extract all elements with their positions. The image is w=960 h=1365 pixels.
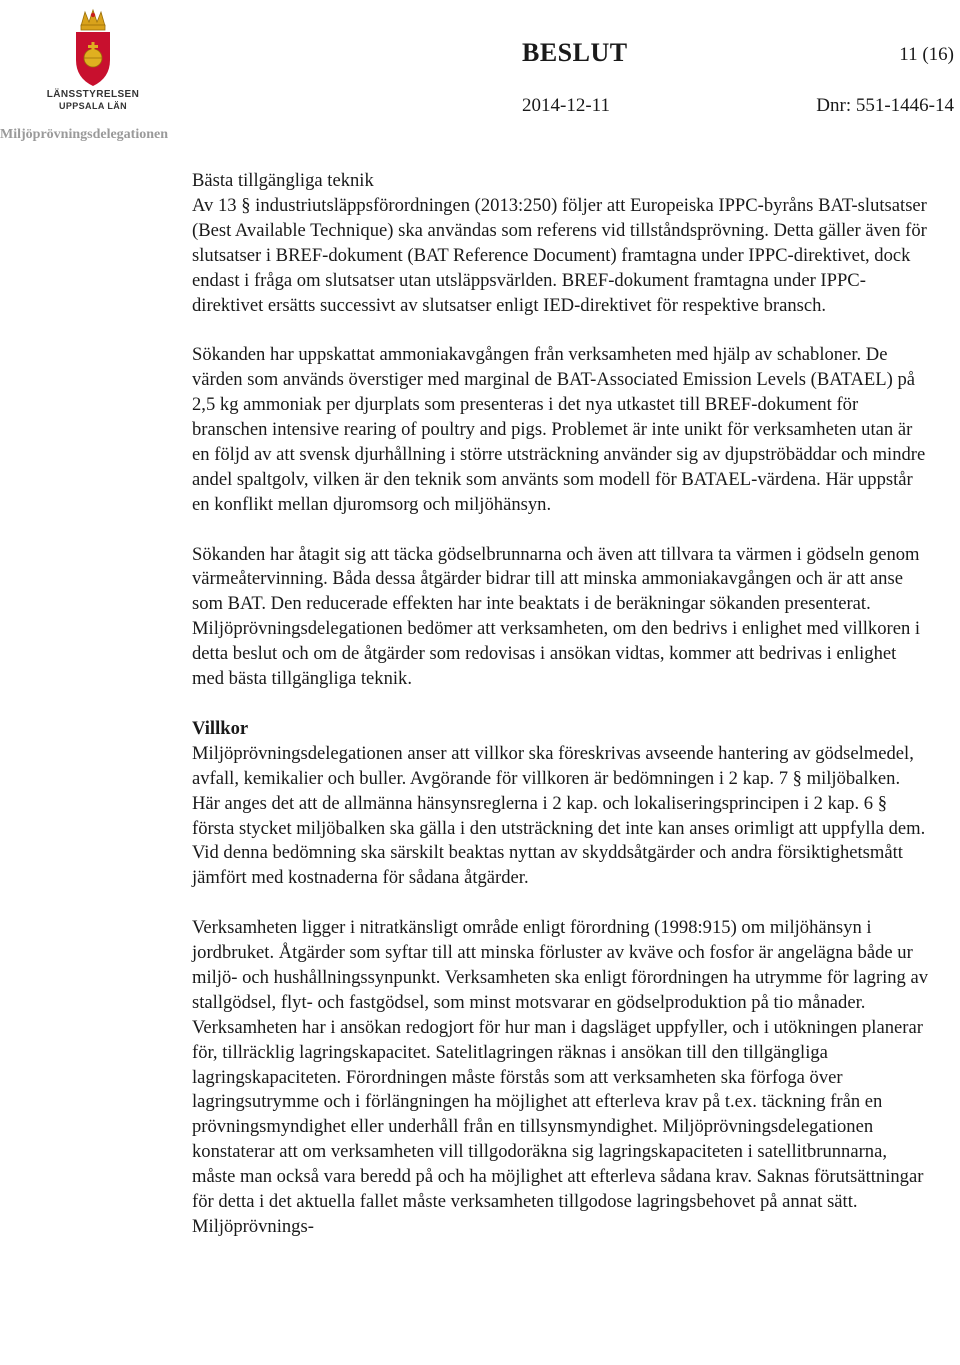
org-county: UPPSALA LÄN: [58, 101, 128, 111]
paragraph: Miljöprövningsdelegationen anser att villkor ska föreskrivas avseende hantering av gödselmedel, avfall, kemikalier och buller. Avgörande för villkoren är bedömningen i 2 kap. 7 § miljöbalken. Här anges det att de allmänna hänsynsreglerna i 2 kap. och lokaliseringsprincipen i 2 kap. 6 § första stycket miljöbalken ska gälla i den utsträckning det inte kan anses orimligt att uppfylla dem. Vid denna bedömning ska särskilt beaktas nyttan av skyddsåtgärder och andra försiktighetsmått jämfört med kostnaderna för sådana åtgärder.: [192, 742, 926, 889]
paragraph: Verksamheten ligger i nitratkänsligt område enligt förordning (1998:915) om miljöhänsyn i jordbruket. Åtgärder som syftar till att minska förluster av kväve och fosfor är angelägna både ur miljö- och hushållningssynpunkt. Verksamheten ska enligt förordningen ha utrymme för lagring av stallgödsel, flyt- och fastgödsel, som minst motsvarar en gödselproduktion på tio månader. Verksamheten har i ansökan redogjort för hur man i dagsläget uppfyller, och i utökningen planerar för, tillräcklig lagringskapacitet. Satelitlagringen räknas i ansökan till den tillgängliga lagringskapaciteten. Förordningen måste förstås som att verksamheten ska förfoga över lagringsutrymme och i förlängningen ha möjlighet att efterleva krav på t.ex. täckning från en prövningsmyndighet eller underhåll från en tillsynsmyndighet. Miljöprövningsdelegationen konstaterar att om verksamheten vill tillgodoräkna sig lagringskapaciteten i satellitbrunnarna, måste man också vara beredd på och ha möjlighet att efterleva sådana krav. Saknas förutsättningar för detta i det aktuella fallet måste verksamheten tillgodose lagringsbehovet på annat sätt. Miljöprövnings-: [192, 917, 929, 1237]
coat-of-arms-icon: [72, 8, 114, 88]
section-heading-villkor: Villkor: [192, 717, 249, 739]
paragraph: Sökanden har åtagit sig att täcka gödselbrunnarna och även att tillvara ta värmen i gödseln genom värmeåtervinning. Båda dessa åtgärder bidrar till att minska ammoniakavgången och är att anse som BAT. Den reducerade effekten har inte beaktats i de beräkningar sökanden presenterat. Miljöprövningsdelegationen bedömer att verksamheten, om den bedrivs i enlighet med villkoren i detta beslut och om de åtgärder som redovisas i ansökan vidtas, kommer att bedrivas i enlighet med bästa tillgängliga teknik.: [192, 543, 921, 690]
county-logo: [38, 8, 148, 118]
page-number: 11 (16): [899, 44, 954, 65]
paragraph: Sökanden har uppskattat ammoniakavgången från verksamheten med hjälp av schabloner. De värden som används överstiger med marginal de BAT-Associated Emission Levels (BATAEL) på 2,5 kg ammoniak per djurplats som presenteras i det nya utkastet till BREF-dokument för branschen intensive rearing of poultry and pigs. Problemet är inte unikt för verksamheten utan är en följd av att svensk djurhållning i större utsträckning använder sig av djupströbäddar och mindre andel spaltgolv, vilken är den teknik som använts som modell för BATAEL-värdena. Här uppstår en konflikt mellan djuromsorg och miljöhänsyn.: [192, 344, 926, 515]
section-heading-bat: Bästa tillgängliga teknik: [192, 170, 374, 191]
org-name: LÄNSSTYRELSEN: [46, 89, 140, 100]
document-number: Dnr: 551-1446-14: [816, 95, 954, 116]
document-date: 2014-12-11: [522, 95, 610, 116]
paragraph: Av 13 § industriutsläppsförordningen (2013:250) följer att Europeiska IPPC-byråns BAT-slutsatser (Best Available Technique) ska användas som referens vid tillståndsprövning. Detta gäller även för slutsatser i BREF-dokument (BAT Reference Document) framtagna under IPPC-direktivet, dock endast i fråga om slutsatser utan utsläppsvärlden. BREF-dokument framtagna under IPPC-direktivet ersätts successivt av slutsatser enligt IED-direktivet för respektive bransch.: [192, 194, 927, 316]
department-label: Miljöprövningsdelegationen: [0, 127, 169, 142]
document-body: [192, 169, 932, 1240]
document-type: BESLUT: [522, 38, 628, 67]
